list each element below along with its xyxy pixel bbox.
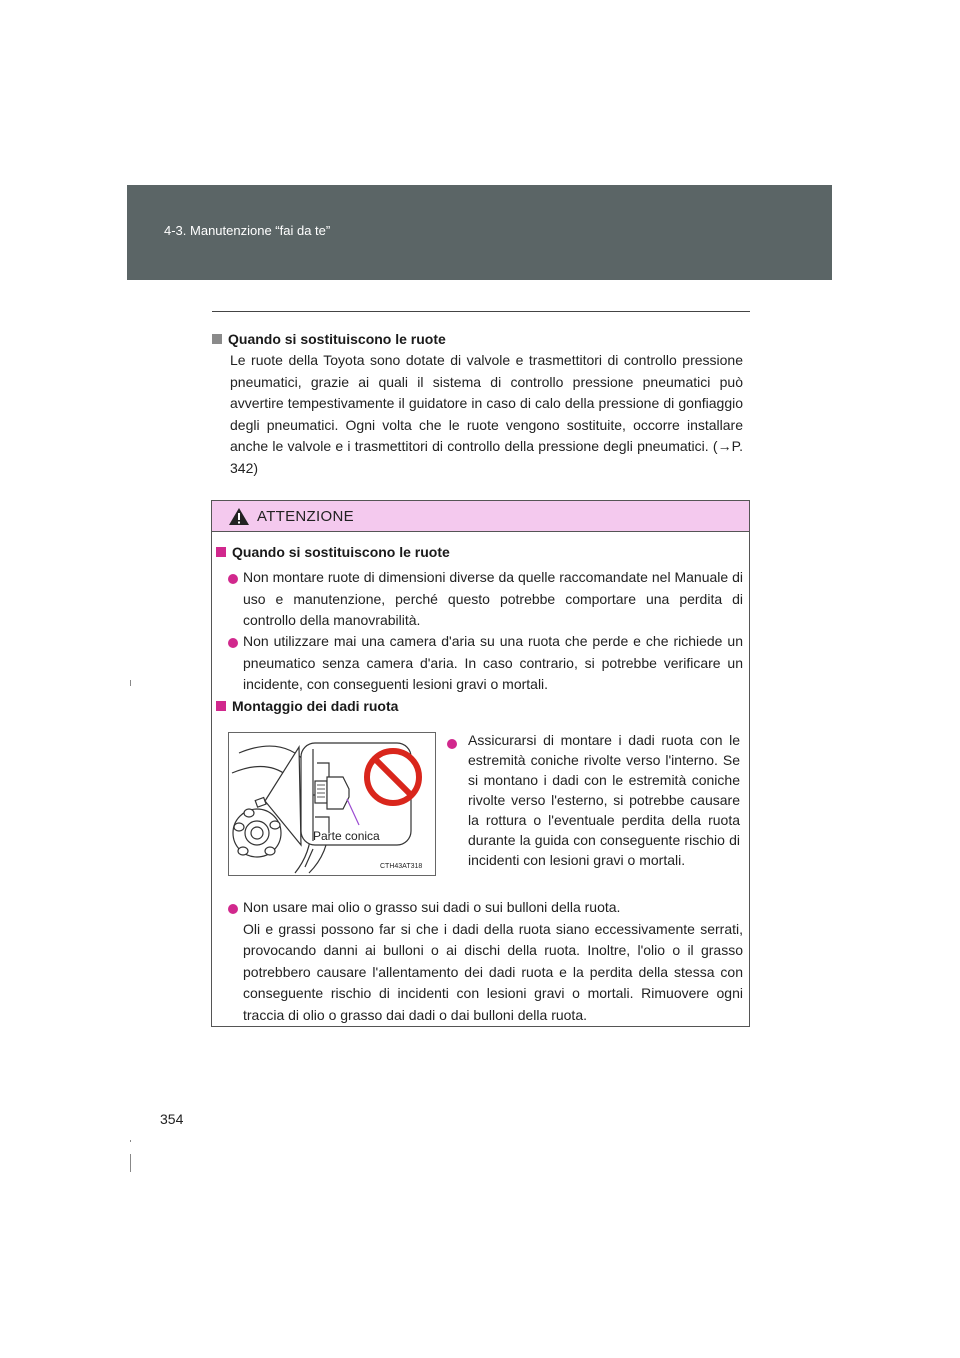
warning-triangle-icon xyxy=(228,507,250,526)
bullet-dot-icon xyxy=(228,574,238,584)
figure-callout: Parte conica xyxy=(313,829,380,843)
warning-bullet-bottom-body: Oli e grassi possono far si che i dadi della ruota siano eccessivamente serrati, provocando danni ai bulloni o ai dischi della ruota. Inoltre, l'olio o il grasso potrebbero causare l'allentamento dei dadi ruota e la perdita della stessa con conseguente rischio di incidenti con lesioni gravi o mortali. Rimuovere ogni traccia di olio o grasso dai dadi o dai bulloni della ruota. xyxy=(243,920,743,1023)
warning-block2-title: Montaggio dei dadi ruota xyxy=(216,698,398,714)
bullet-dot-icon xyxy=(228,638,238,648)
breadcrumb: 4-3. Manutenzione “fai da te” xyxy=(164,223,331,238)
square-bullet-icon xyxy=(216,547,226,557)
margin-mark xyxy=(130,1140,131,1142)
section-title-wheels: Quando si sostituiscono le ruote xyxy=(212,331,446,347)
square-bullet-icon xyxy=(212,334,222,344)
warning-bullet-bottom xyxy=(243,897,743,1026)
section-body-wheels: Le ruote della Toyota sono dotate di valvole e trasmettitori di controllo pressione pneumatici, grazie ai quali il sistema di controllo pressione pneumatici può avvertire tempestivamente il guidatore in caso di calo della pressione di gonfiaggio degli pneumatici. Ogni volta che le ruote vengono sostituite, occorre installare anche le valvole e i trasmettitori di controllo della pressione degli pneumatici. (→P. 342) xyxy=(230,352,743,476)
bullet-dot-icon xyxy=(447,739,457,749)
section-divider xyxy=(212,311,750,312)
warning-block1-title: Quando si sostituiscono le ruote xyxy=(216,544,450,560)
warning-bullet-1: Non montare ruote di dimensioni diverse da quelle raccomandate nel Manuale di uso e manutenzione, perché questo potrebbe comportare una perdita di controllo della manovrabilità. xyxy=(243,569,743,628)
chapter-header-band xyxy=(127,185,832,280)
page-number: 354 xyxy=(160,1111,184,1127)
bullet-dot-icon xyxy=(228,904,238,914)
warning-header xyxy=(212,501,749,532)
wheel-nut-figure xyxy=(228,732,436,876)
square-bullet-icon xyxy=(216,701,226,711)
margin-mark xyxy=(130,680,131,686)
warning-label: ATTENZIONE xyxy=(257,508,354,525)
warning-bullet-bottom-line1: Non usare mai olio o grasso sui dadi o sui bulloni della ruota. xyxy=(243,899,621,915)
margin-mark xyxy=(130,1154,131,1172)
wheel-nut-illustration xyxy=(229,733,435,875)
warning-bullet-2: Non utilizzare mai una camera d'aria su una ruota che perde e che richiede un pneumatico senza camera d'aria. In caso contrario, si potrebbe verificare un incidente, con conseguenti lesioni gravi o mortali. xyxy=(243,633,743,692)
figure-code: CTH43AT318 xyxy=(380,863,423,870)
warning-bullet-side: Assicurarsi di montare i dadi ruota con le estremità coniche rivolte verso l'interno. Se si montano i dadi con le estremità coniche rivolte verso l'esterno, si potrebbe causare la rottura o l'eventuale perdita della ruota durante la guida con conseguente rischio di incidenti con lesioni gravi o mortali. xyxy=(468,732,740,868)
